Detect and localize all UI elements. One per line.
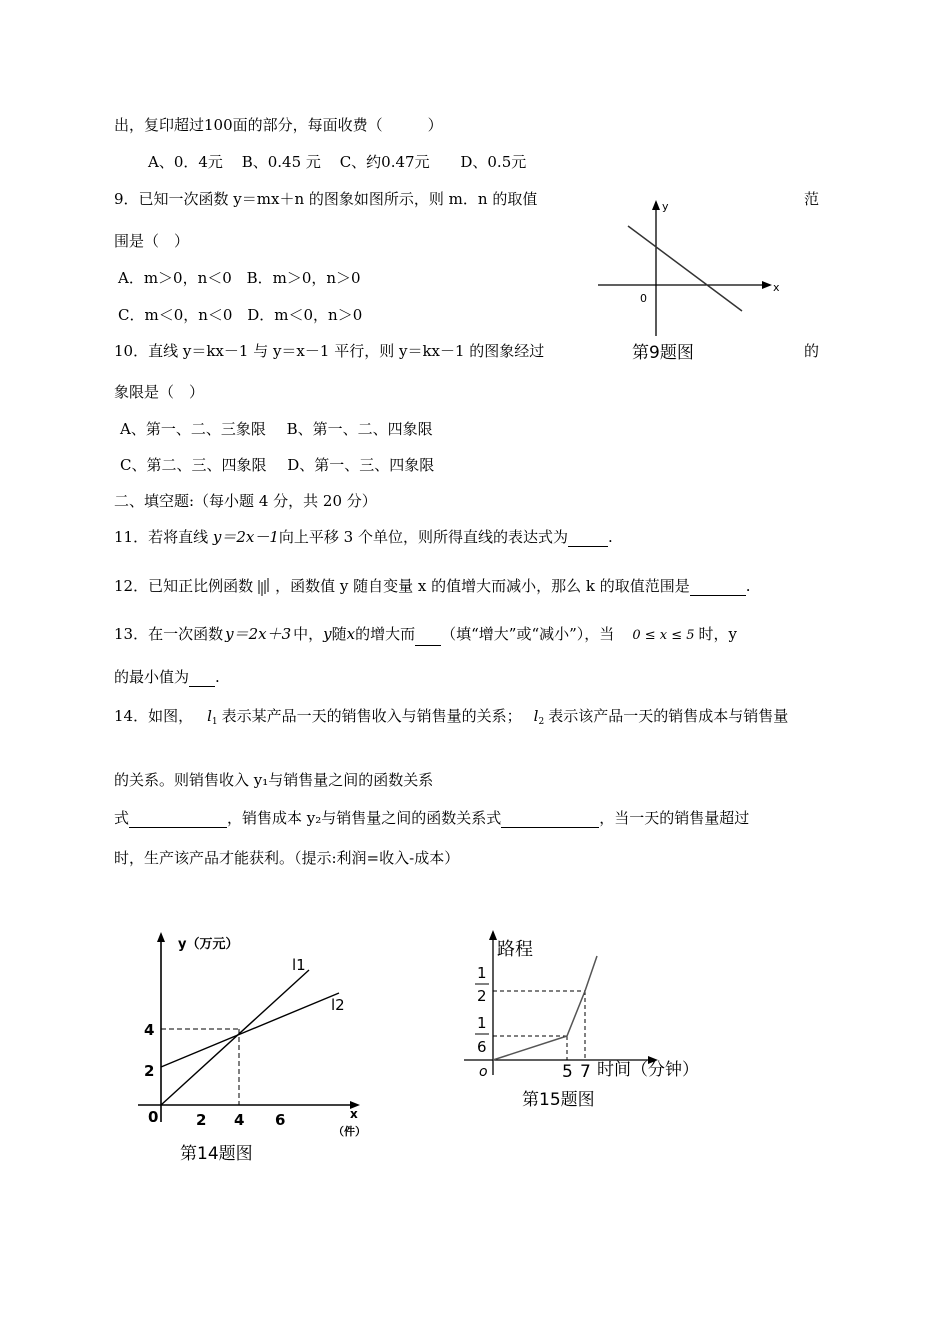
fig15-caption: 第15题图 [522, 1090, 595, 1110]
fig9-origin: 0 [640, 292, 647, 305]
q9-stem-end: 范 [804, 190, 820, 208]
q11 [114, 527, 613, 547]
q14-line2: 的关系。则销售收入 y₁与销售量之间的函数关系 [114, 771, 434, 789]
q9-option-b: B．m＞0，n＞0 [246, 269, 361, 287]
q13-mid3: 的增大而 [355, 625, 416, 643]
q14-line3-c: ，当一天的销售量超过 [599, 809, 750, 827]
fig14-l1-label: l1 [292, 956, 306, 974]
fig15-y-tick-half-num: 1 [477, 964, 487, 982]
q13-answer-blank-2[interactable] [189, 670, 215, 687]
fig14-graph [130, 922, 390, 1167]
q13-line2-text: 的最小值为 [114, 668, 190, 686]
q11-end: . [607, 528, 613, 546]
q12-end: . [745, 577, 751, 595]
q13-range: 0 ≤ x ≤ 5 [632, 628, 695, 643]
q13-end: . [215, 668, 220, 686]
q10-stem-cont: 象限是（ ） [114, 383, 205, 401]
q9-options-row2 [118, 305, 362, 325]
fig14-origin: 0 [148, 1108, 159, 1126]
fig15-y-arrow [489, 930, 497, 940]
fig14-y-tick-4: 4 [144, 1021, 155, 1039]
q12 [114, 576, 751, 596]
fig9-caption: 第9题图 [632, 343, 694, 363]
fig14-x-tick-4: 4 [234, 1111, 245, 1129]
q13-line2 [114, 667, 220, 687]
fig14-y-label: y（万元） [178, 937, 239, 952]
q11-expr: y＝2x－1 [212, 528, 279, 546]
q14-l1-sub: 1 [211, 717, 218, 727]
fig15-y-tick-sixth-num: 1 [477, 1014, 487, 1032]
q14-line3-b: ，销售成本 y₂与销售量之间的函数关系式 [227, 809, 502, 827]
q9-option-d: D．m＜0，n＞0 [247, 306, 363, 324]
q8-option-b: B、0.45 元 [241, 153, 321, 171]
q8-options [148, 152, 526, 172]
q10-options-row2 [120, 455, 434, 475]
q9-stem-cont: 围是（ ） [114, 232, 190, 250]
fig14-y-arrow [157, 932, 165, 942]
fig14-caption: 第14题图 [180, 1144, 253, 1164]
q9-stem: 9．已知一次函数 y＝mx＋n 的图象如图所示，则 m．n 的取值 [114, 190, 538, 208]
q13-mid2: 随 [331, 625, 347, 643]
q14-l2-symbol: l [533, 707, 539, 725]
q13-expr: y＝2x＋3 [225, 625, 292, 643]
q10-option-a: A、第一、二、三象限 [120, 420, 266, 438]
q8-option-d: D、0.5元 [460, 153, 527, 171]
fig14-l1-line [161, 970, 309, 1105]
q10-option-c: C、第二、三、四象限 [120, 456, 267, 474]
fig15-y-label: 路程 [497, 939, 533, 960]
q13-answer-blank-1[interactable] [415, 629, 441, 646]
q12-answer-blank[interactable] [690, 579, 746, 596]
q14-pre: 14．如图， [114, 707, 194, 725]
fig9-y-arrow [652, 200, 660, 210]
q14-l2-sub: 2 [538, 717, 545, 727]
fig14-l2-line [161, 993, 339, 1067]
q9-option-a: A．m＞0，n＜0 [118, 269, 232, 287]
q12-post: ，函数值 y 随自变量 x 的值增大而减小，那么 k 的取值范围是 [275, 577, 690, 595]
fig9-y-label: y [662, 200, 669, 213]
q11-answer-blank[interactable] [568, 530, 608, 547]
q14-line4: 时，生产该产品才能获利。（提示:利润=收入-成本） [114, 849, 460, 867]
q8-option-a: A、0．4元 [148, 153, 223, 171]
q11-pre: 11．若将直线 [114, 528, 213, 546]
q14-post: 表示该产品一天的销售成本与销售量 [548, 707, 789, 725]
fig15-y-tick-sixth-den: 6 [477, 1038, 487, 1056]
q13-pre: 13．在一次函数 [114, 625, 224, 643]
q13-var-y: y [323, 625, 332, 643]
q14-line3-a: 式 [114, 809, 130, 827]
fig15-x-label: 时间（分钟） [597, 1060, 699, 1080]
q9-options-row1 [118, 268, 361, 288]
q13-mid5: 时，y [698, 625, 737, 643]
q11-post: 向上平移 3 个单位，则所得直线的表达式为 [278, 528, 568, 546]
q14-line3 [114, 808, 749, 828]
fig9-graph [590, 190, 790, 370]
q10-option-b: B、第一、二、四象限 [286, 420, 433, 438]
q10-options-row1 [120, 419, 433, 439]
fig14-l2-label: l2 [331, 996, 345, 1014]
q10-option-d: D、第一、三、四象限 [287, 456, 435, 474]
fig14-x-tick-2: 2 [196, 1111, 207, 1129]
q14-l1-symbol: l [207, 707, 212, 725]
fig15-y-tick-half-den: 2 [477, 987, 487, 1005]
q13-mid1: 中， [293, 625, 324, 643]
fig15-distance-line [493, 956, 597, 1060]
section2-title: 二、填空题:（每小题 4 分，共 20 分） [114, 492, 377, 510]
fig14-x-unit: （件） [333, 1125, 366, 1138]
fig9-x-arrow [762, 281, 772, 289]
fig9-x-label: x [773, 281, 780, 294]
fig15-x-tick-5: 5 [562, 1062, 573, 1082]
q8-option-c: C、约0.47元 [339, 153, 430, 171]
fig14-x-tick-6: 6 [275, 1111, 286, 1129]
q13-line1 [114, 624, 737, 646]
q12-formula-image [253, 578, 275, 596]
q10-stem: 10．直线 y＝kx－1 与 y＝x－1 平行，则 y＝kx－1 的图象经过 [114, 342, 545, 360]
q14-line1 [114, 706, 788, 732]
q10-stem-end: 的 [804, 342, 820, 360]
q13-mid4: （填“增大”或“减小”），当 [441, 625, 615, 643]
fig14-x-label: x [350, 1107, 358, 1121]
fig15-x-tick-7: 7 [580, 1062, 591, 1082]
q14-mid: 表示某产品一天的销售收入与销售量的关系； [221, 707, 522, 725]
q12-pre: 12．已知正比例函数 [114, 577, 254, 595]
fig14-y-tick-2: 2 [144, 1062, 155, 1080]
q9-option-c: C．m＜0，n＜0 [118, 306, 233, 324]
fig15-origin: o [479, 1064, 488, 1080]
q13-var-x: x [346, 625, 356, 643]
fig15-graph [460, 925, 720, 1115]
q14-answer-blank-1[interactable] [129, 811, 227, 828]
q14-answer-blank-2[interactable] [501, 811, 599, 828]
q8-tail: 出，复印超过100面的部分，每面收费（ ） [114, 116, 443, 134]
